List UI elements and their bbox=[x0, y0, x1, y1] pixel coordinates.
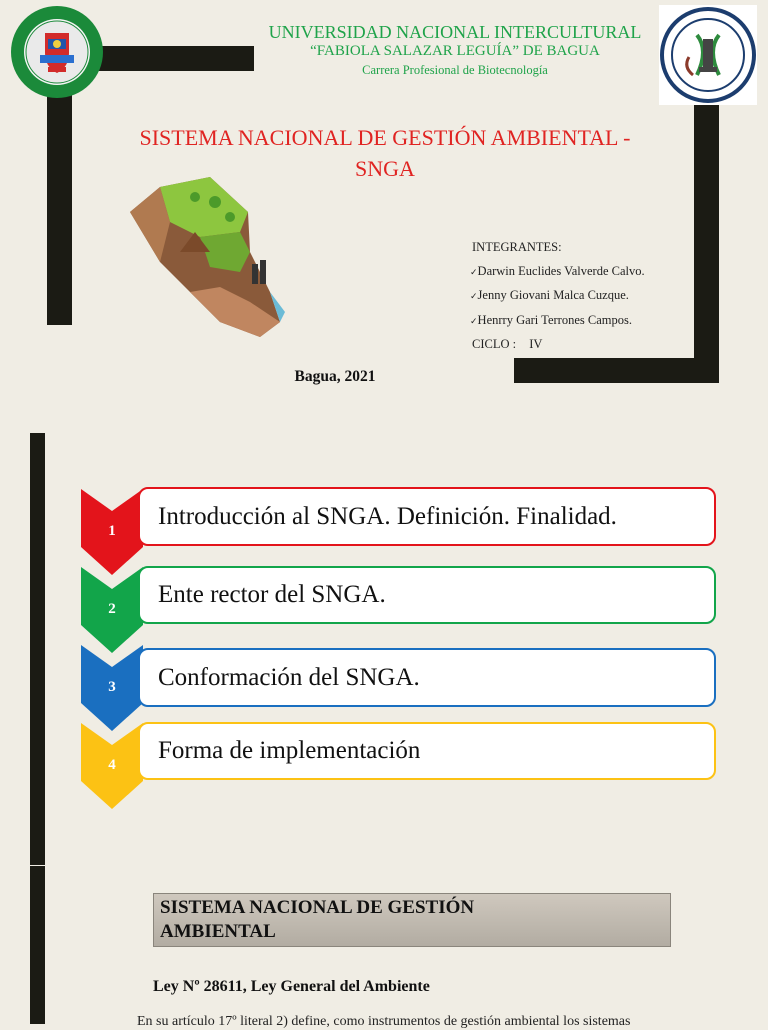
agenda-item-4 bbox=[138, 722, 716, 780]
place-date: Bagua, 2021 bbox=[294, 368, 376, 385]
integrantes-label: INTEGRANTES: bbox=[472, 240, 562, 254]
agenda-item-4-text: Forma de implementación bbox=[158, 737, 421, 764]
frame-right-bar bbox=[694, 105, 719, 383]
member-3: ✓Henrry Gari Terrones Campos. bbox=[470, 312, 632, 327]
check-icon: ✓ bbox=[470, 315, 478, 326]
slide2-left-bar bbox=[30, 433, 45, 865]
university-logo bbox=[10, 5, 104, 99]
member-2: ✓Jenny Giovani Malca Cuzque. bbox=[470, 288, 629, 302]
agenda-item-2 bbox=[138, 566, 716, 624]
agenda-item-3 bbox=[138, 648, 716, 707]
ciclo-value: IV bbox=[529, 337, 543, 351]
section-heading bbox=[153, 893, 671, 947]
title-line-1: SISTEMA NACIONAL DE GESTIÓN AMBIENTAL - bbox=[139, 125, 631, 150]
section-heading-line-1: SISTEMA NACIONAL DE GESTIÓN bbox=[160, 897, 475, 918]
agenda-item-1-text: Introducción al SNGA. Definición. Finalidad. bbox=[158, 502, 617, 530]
law-title: Ley Nº 28611, Ley General del Ambiente bbox=[153, 978, 430, 995]
university-name: UNIVERSIDAD NACIONAL INTERCULTURAL bbox=[268, 22, 642, 42]
title-line-2: SNGA bbox=[355, 156, 415, 181]
university-subname: “FABIOLA SALAZAR LEGUÍA” DE BAGUA bbox=[310, 43, 600, 59]
item-3-number: 3 bbox=[108, 679, 116, 695]
check-icon: ✓ bbox=[470, 266, 478, 277]
team-members bbox=[472, 236, 645, 357]
agenda-item-2-text: Ente rector del SNGA. bbox=[158, 581, 386, 608]
body-paragraph: En su artículo 17º literal 2) define, como instrumentos de gestión ambiental los sistemas bbox=[137, 1014, 631, 1029]
item-2-number: 2 bbox=[108, 601, 116, 617]
slide3-left-bar bbox=[30, 866, 45, 1024]
agenda-item-1 bbox=[138, 487, 716, 546]
member-1: ✓Darwin Euclides Valverde Calvo. bbox=[470, 263, 645, 278]
ciclo bbox=[472, 333, 645, 357]
ciclo-label: CICLO : bbox=[472, 337, 517, 351]
section-heading-line-2: AMBIENTAL bbox=[160, 921, 276, 942]
peru-map-illustration bbox=[120, 172, 290, 342]
item-4-number: 4 bbox=[108, 757, 116, 773]
agenda-item-3-text: Conformación del SNGA. bbox=[158, 663, 420, 691]
frame-bottom-bar bbox=[514, 358, 719, 383]
frame-left-bar bbox=[47, 68, 72, 325]
career-name: Carrera Profesional de Biotecnología bbox=[362, 63, 548, 77]
check-icon: ✓ bbox=[470, 291, 478, 301]
item-1-number: 1 bbox=[108, 523, 116, 539]
